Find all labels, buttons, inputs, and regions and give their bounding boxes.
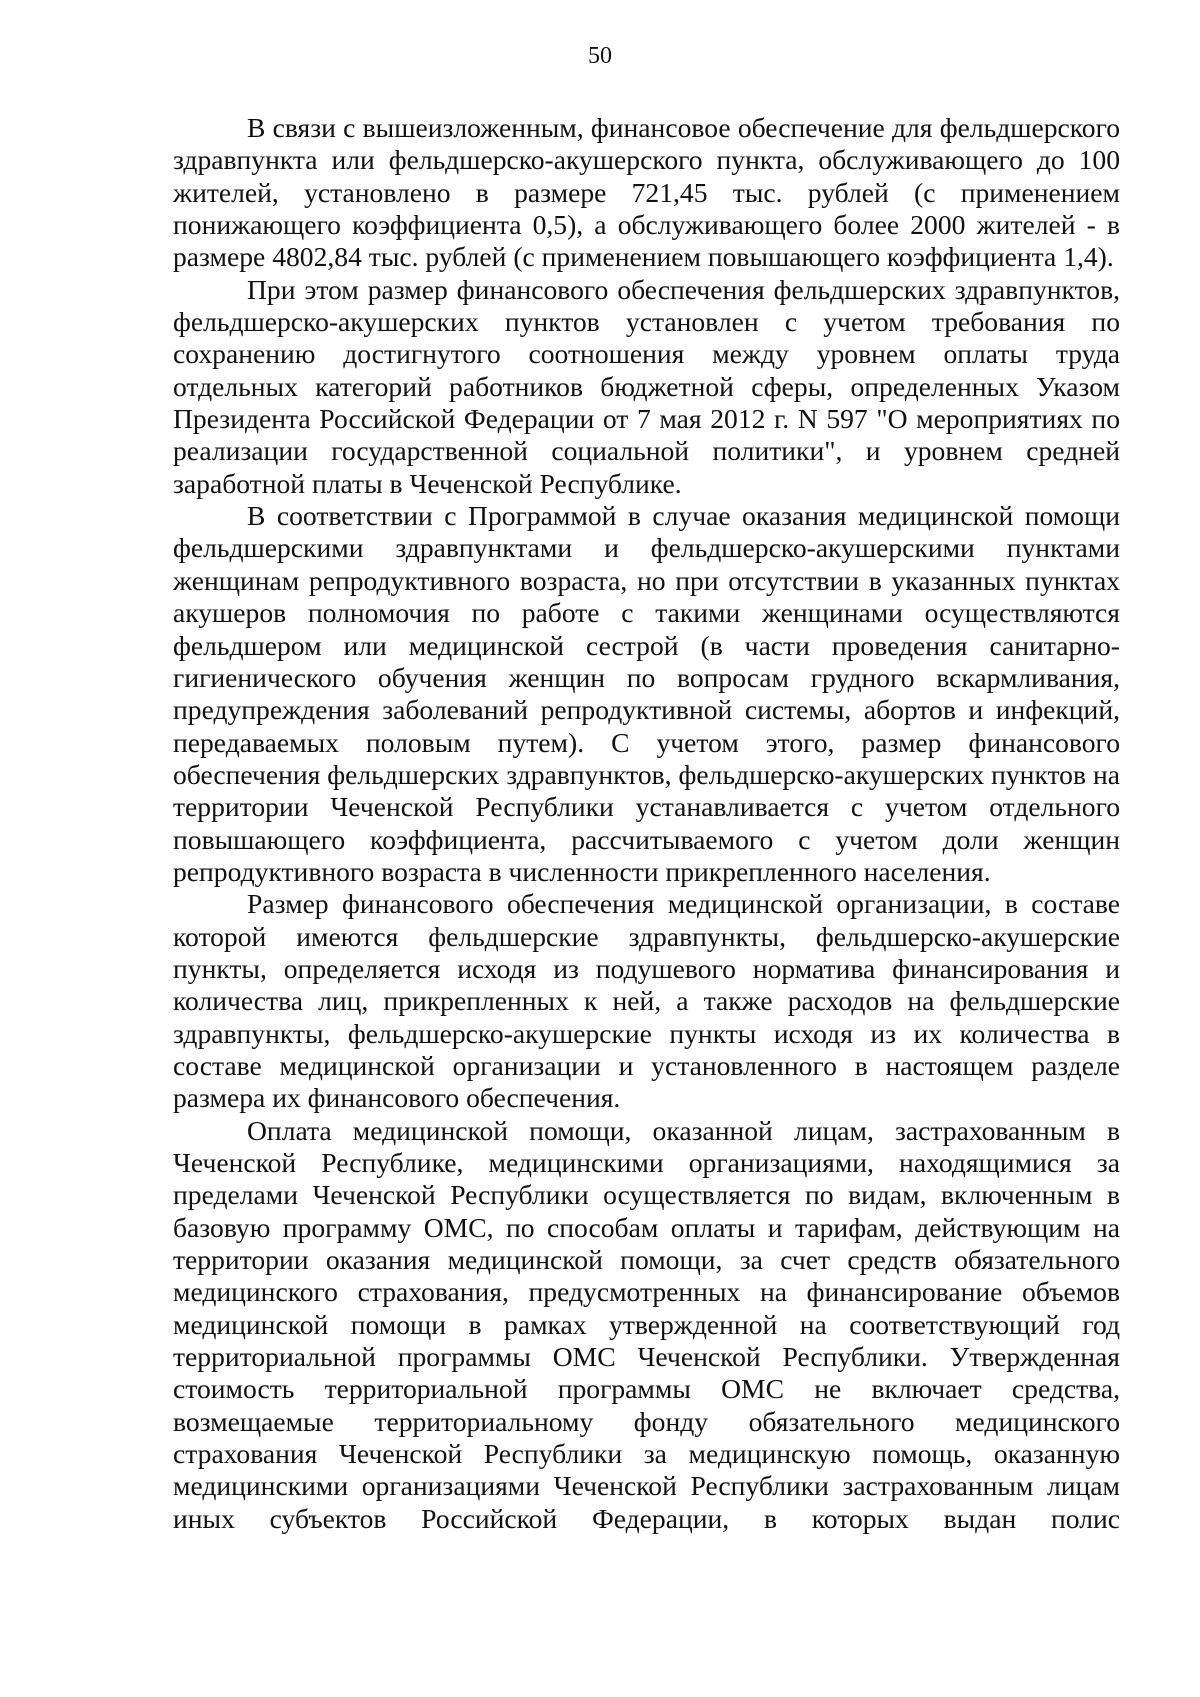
- paragraph-reproductive-age-women: В соответствии с Программой в случае оказания медицинской помощи фельдшерскими здравпунктами и фельдшерско-акушерскими пунктами женщинам репродуктивного возраста, но при отсутствии в указанных пунктах акушеров полномочия по работе с такими женщинами осуществляются фельдшером или медицинской сестрой (в части проведения санитарно-гигиенического обучения женщин по вопросам грудного вскармливания, предупреждения заболеваний репродуктивной системы, абортов и инфекций, передаваемых половым путем). С учетом этого, размер финансового обеспечения фельдшерских здравпунктов, фельдшерско-акушерских пунктов на территории Чеченской Республики устанавливается с учетом отдельного повышающего коэффициента, рассчитываемого с учетом доли женщин репродуктивного возраста в численности прикрепленного населения.: [173, 500, 1120, 887]
- paragraph-financing-amounts: В связи с вышеизложенным, финансовое обеспечение для фельдшерского здравпункта или фельдшерско-акушерского пункта, обслуживающего до 100 жителей, установлено в размере 721,45 тыс. рублей (с применением понижающего коэффициента 0,5), а обслуживающего более 2000 жителей - в размере 4802,84 тыс. рублей (с применением повышающего коэффициента 1,4).: [173, 112, 1120, 273]
- page-number: 50: [588, 43, 612, 69]
- paragraph-wage-ratio: При этом размер финансового обеспечения фельдшерских здравпунктов, фельдшерско-акушерских пунктов установлен с учетом требования по сохранению достигнутого соотношения между уровнем оплаты труда отдельных категорий работников бюджетной сферы, определенных Указом Президента Российской Федерации от 7 мая 2012 г. N 597 "О мероприятиях по реализации государственной социальной политики", и уровнем средней заработной платы в Чеченской Республике.: [173, 273, 1120, 499]
- paragraph-organization-financing: Размер финансового обеспечения медицинской организации, в составе которой имеются фельдшерские здравпункты, фельдшерско-акушерские пункты, определяется исходя из подушевого норматива финансирования и количества лиц, прикрепленных к ней, а также расходов на фельдшерские здравпункты, фельдшерско-акушерские пункты исходя из их количества в составе медицинской организации и установленного в настоящем разделе размера их финансового обеспечения.: [173, 888, 1120, 1114]
- document-body: [173, 112, 1120, 1535]
- paragraph-out-of-region-payment: Оплата медицинской помощи, оказанной лицам, застрахованным в Чеченской Республике, медицинскими организациями, находящимися за пределами Чеченской Республики осуществляется по видам, включенным в базовую программу ОМС, по способам оплаты и тарифам, действующим на территории оказания медицинской помощи, за счет средств обязательного медицинского страхования, предусмотренных на финансирование объемов медицинской помощи в рамках утвержденной на соответствующий год территориальной программы ОМС Чеченской Республики. Утвержденная стоимость территориальной программы ОМС не включает средства, возмещаемые территориальному фонду обязательного медицинского страхования Чеченской Республики за медицинскую помощь, оказанную медицинскими организациями Чеченской Республики застрахованным лицам иных субъектов Российской Федерации, в которых выдан полис: [173, 1114, 1120, 1534]
